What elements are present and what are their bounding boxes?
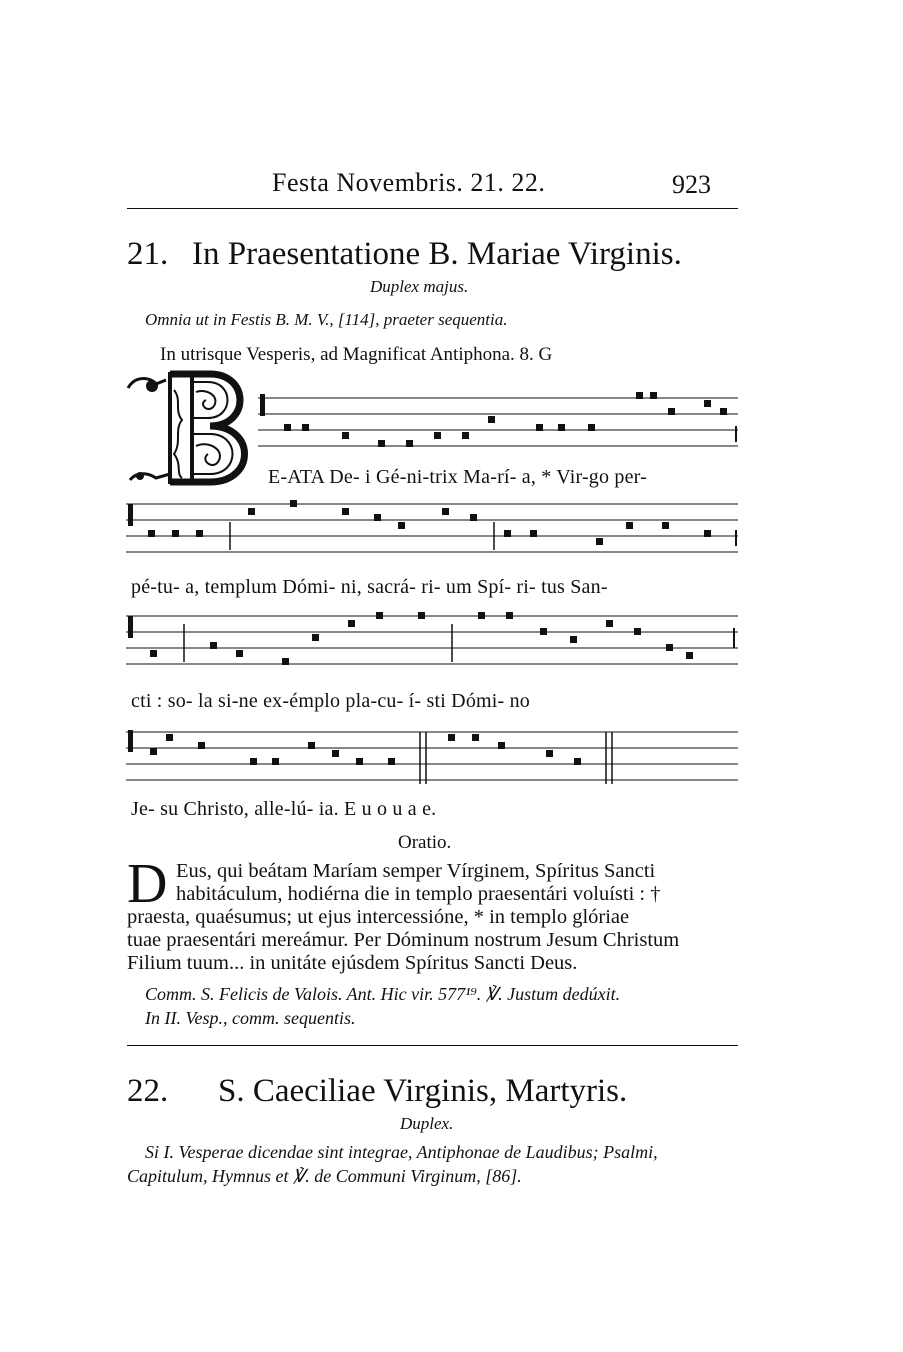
lyric-line-3: cti : so- la si-ne ex-émplo pla-cu- í- sti Dómi- no bbox=[131, 690, 530, 712]
section-22-rank: Duplex. bbox=[400, 1114, 454, 1133]
oratio-line-1: Eus, qui beátam Maríam semper Vírginem, Spíritus Sancti bbox=[176, 860, 656, 882]
music-staff-2 bbox=[126, 500, 740, 556]
page-number: 923 bbox=[672, 170, 711, 199]
header-rule bbox=[127, 208, 738, 209]
oratio-line-5: Filium tuum... in unitáte ejúsdem Spíritus Sancti Deus. bbox=[127, 952, 578, 974]
lyric-line-1: E-ATA De- i Gé-ni-trix Ma-rí- a, * Vir-go per- bbox=[268, 466, 647, 488]
music-staff-4 bbox=[126, 718, 740, 784]
section-22-number: 22. bbox=[127, 1073, 169, 1109]
decorated-initial-b bbox=[126, 370, 262, 488]
music-staff-3 bbox=[126, 608, 740, 668]
oratio-line-4: tuae praesentári mereámur. Per Dóminum nostrum Jesum Christum bbox=[127, 929, 680, 951]
oratio-line-2: habitáculum, hodiérna die in templo praesentári voluísti : † bbox=[176, 883, 661, 905]
music-staff-1 bbox=[258, 386, 740, 450]
oratio-heading: Oratio. bbox=[398, 832, 452, 853]
section-21-note: Omnia ut in Festis B. M. V., [114], praeter sequentia. bbox=[145, 310, 508, 329]
oratio-drop-cap: D bbox=[127, 853, 168, 915]
section-22-note-line-1: Si I. Vesperae dicendae sint integrae, Antiphonae de Laudibus; Psalmi, bbox=[145, 1142, 658, 1162]
running-title: Festa Novembris. 21. 22. bbox=[272, 168, 546, 197]
oratio-line-3: praesta, quaésumus; ut ejus intercessióne, * in templo glóriae bbox=[127, 906, 630, 928]
antiphon-heading: In utrisque Vesperis, ad Magnificat Antiphona. 8. G bbox=[160, 344, 553, 365]
commemoration-line-1: Comm. S. Felicis de Valois. Ant. Hic vir. 577¹⁹. ℣. Justum dedúxit. bbox=[145, 984, 621, 1004]
section-divider bbox=[127, 1045, 738, 1046]
lyric-line-2: pé-tu- a, templum Dómi- ni, sacrá- ri- um Spí- ri- tus San- bbox=[131, 576, 608, 598]
lyric-line-4: Je- su Christo, alle-lú- ia. E u o u a e. bbox=[131, 798, 437, 820]
section-21-rank: Duplex majus. bbox=[370, 277, 469, 296]
commemoration-line-2: In II. Vesp., comm. sequentis. bbox=[145, 1008, 356, 1028]
section-21-number: 21. bbox=[127, 236, 169, 272]
section-22-title: S. Caeciliae Virginis, Martyris. bbox=[218, 1073, 628, 1109]
section-22-note-line-2: Capitulum, Hymnus et ℣. de Communi Virginum, [86]. bbox=[127, 1166, 522, 1186]
section-21-title: In Praesentatione B. Mariae Virginis. bbox=[192, 236, 682, 272]
